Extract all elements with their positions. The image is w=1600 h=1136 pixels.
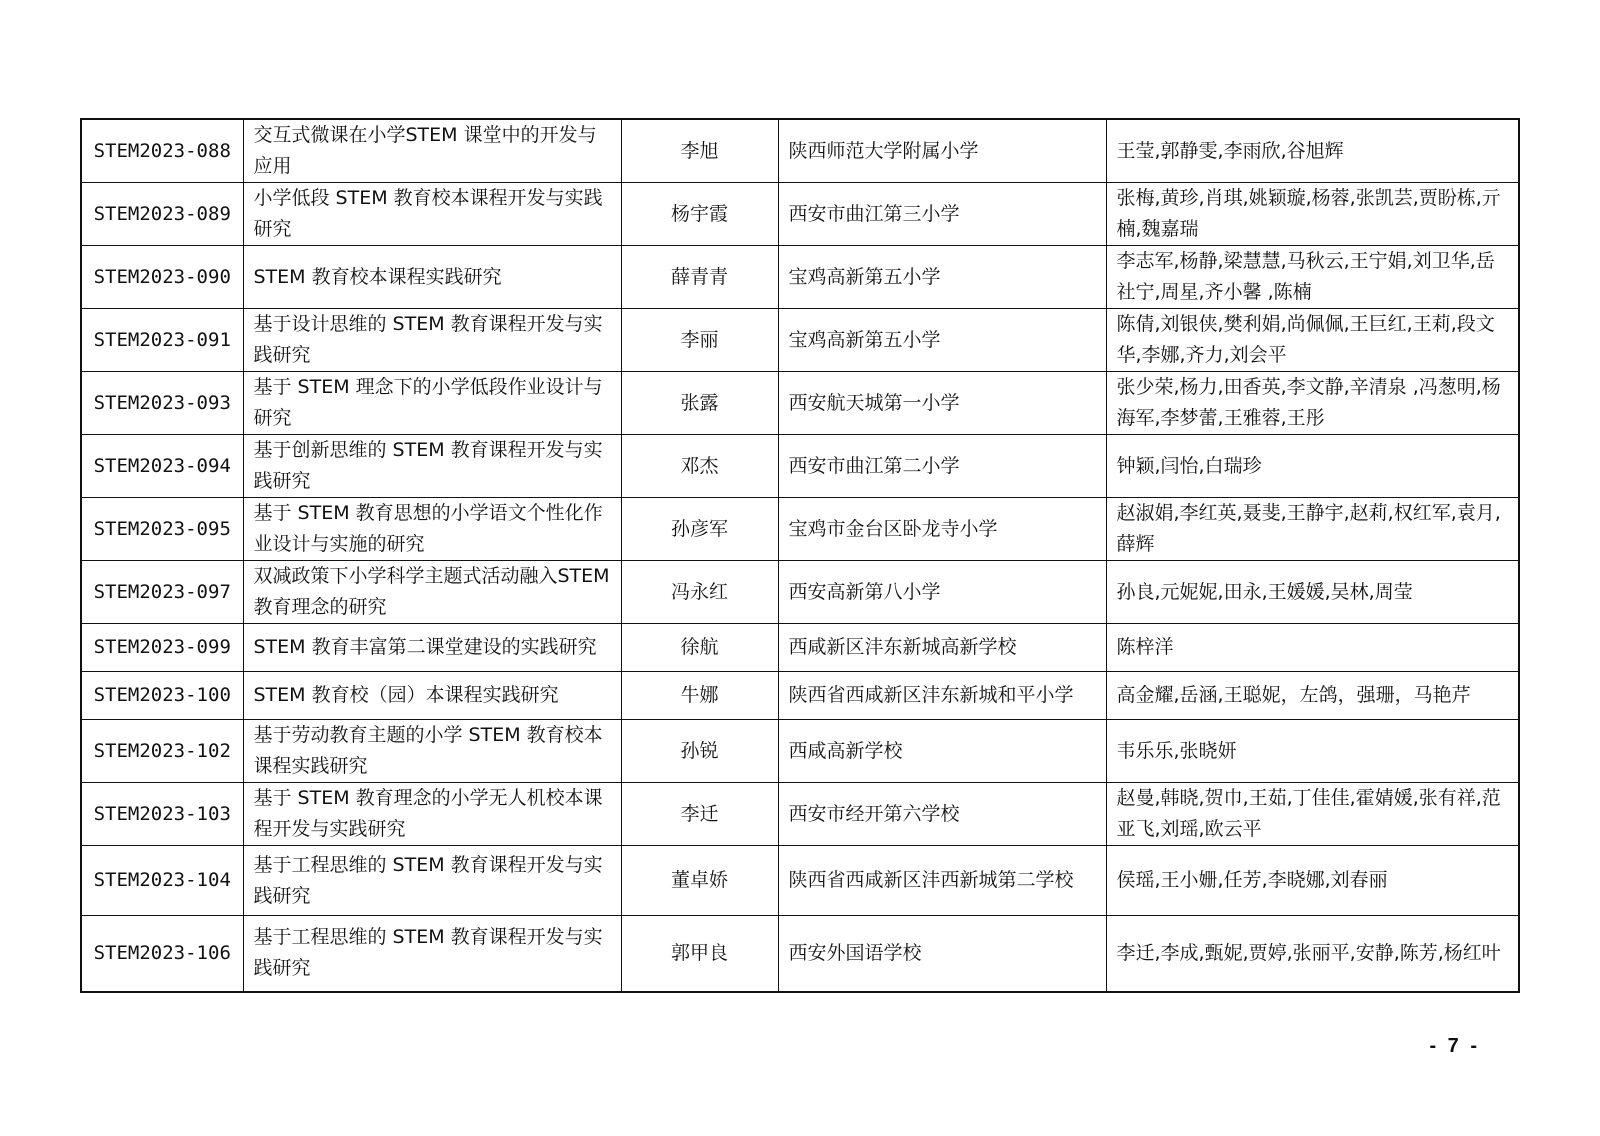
- school-cell: 宝鸡市金台区卧龙寺小学: [778, 498, 1106, 561]
- project-id-cell: STEM2023-089: [81, 183, 243, 246]
- project-title-cell: 基于 STEM 教育理念的小学无人机校本课程开发与实践研究: [243, 783, 621, 846]
- project-leader-cell: 牛娜: [621, 672, 778, 720]
- project-id-cell: STEM2023-090: [81, 246, 243, 309]
- school-cell: 陕西省西咸新区沣西新城第二学校: [778, 846, 1106, 916]
- project-id-cell: STEM2023-094: [81, 435, 243, 498]
- project-id-cell: STEM2023-104: [81, 846, 243, 916]
- school-cell: 宝鸡高新第五小学: [778, 246, 1106, 309]
- project-leader-cell: 邓杰: [621, 435, 778, 498]
- school-cell: 宝鸡高新第五小学: [778, 309, 1106, 372]
- school-cell: 西安市曲江第三小学: [778, 183, 1106, 246]
- project-title-cell: 基于工程思维的 STEM 教育课程开发与实践研究: [243, 916, 621, 992]
- project-title-cell: 基于劳动教育主题的小学 STEM 教育校本课程实践研究: [243, 720, 621, 783]
- project-id-cell: STEM2023-099: [81, 624, 243, 672]
- table-row: [81, 372, 1519, 435]
- members-cell: 钟颖,闫怡,白瑞珍: [1106, 435, 1519, 498]
- project-title-cell: 基于创新思维的 STEM 教育课程开发与实践研究: [243, 435, 621, 498]
- school-cell: 西安航天城第一小学: [778, 372, 1106, 435]
- members-cell: 张少荣,杨力,田香英,李文静,辛清泉 ,冯葱明,杨海军,李梦蕾,王雅蓉,王彤: [1106, 372, 1519, 435]
- project-id-cell: STEM2023-100: [81, 672, 243, 720]
- school-cell: 西咸高新学校: [778, 720, 1106, 783]
- project-leader-cell: 郭甲良: [621, 916, 778, 992]
- table-row: [81, 435, 1519, 498]
- school-cell: 西安外国语学校: [778, 916, 1106, 992]
- project-id-cell: STEM2023-103: [81, 783, 243, 846]
- project-title-cell: STEM 教育校本课程实践研究: [243, 246, 621, 309]
- members-cell: 张梅,黄珍,肖琪,姚颖璇,杨蓉,张凯芸,贾盼栋,亓楠,魏嘉瑞: [1106, 183, 1519, 246]
- table-row: [81, 916, 1519, 992]
- table-row: [81, 561, 1519, 624]
- members-cell: 高金耀,岳涵,王聪妮，左鸽，强珊，马艳芹: [1106, 672, 1519, 720]
- project-title-cell: 基于 STEM 理念下的小学低段作业设计与研究: [243, 372, 621, 435]
- project-id-cell: STEM2023-091: [81, 309, 243, 372]
- project-title-cell: STEM 教育校（园）本课程实践研究: [243, 672, 621, 720]
- project-leader-cell: 张露: [621, 372, 778, 435]
- page-number: - 7 -: [1429, 1035, 1480, 1057]
- project-title-cell: 基于工程思维的 STEM 教育课程开发与实践研究: [243, 846, 621, 916]
- project-leader-cell: 孙彦军: [621, 498, 778, 561]
- school-cell: 陕西省西咸新区沣东新城和平小学: [778, 672, 1106, 720]
- project-leader-cell: 徐航: [621, 624, 778, 672]
- project-leader-cell: 李丽: [621, 309, 778, 372]
- project-title-cell: 基于设计思维的 STEM 教育课程开发与实践研究: [243, 309, 621, 372]
- school-cell: 西安高新第八小学: [778, 561, 1106, 624]
- project-leader-cell: 冯永红: [621, 561, 778, 624]
- project-id-cell: STEM2023-095: [81, 498, 243, 561]
- table-row: [81, 720, 1519, 783]
- project-leader-cell: 杨宇霞: [621, 183, 778, 246]
- project-leader-cell: 薛青青: [621, 246, 778, 309]
- project-title-cell: STEM 教育丰富第二课堂建设的实践研究: [243, 624, 621, 672]
- members-cell: 李志军,杨静,梁慧慧,马秋云,王宁娟,刘卫华,岳社宁,周星,齐小馨 ,陈楠: [1106, 246, 1519, 309]
- project-leader-cell: 李迁: [621, 783, 778, 846]
- table-row: [81, 119, 1519, 183]
- members-cell: 王莹,郭静雯,李雨欣,谷旭辉: [1106, 119, 1519, 183]
- project-leader-cell: 孙锐: [621, 720, 778, 783]
- table-row: [81, 783, 1519, 846]
- table-row: [81, 672, 1519, 720]
- project-id-cell: STEM2023-106: [81, 916, 243, 992]
- members-cell: 韦乐乐,张晓妍: [1106, 720, 1519, 783]
- project-id-cell: STEM2023-097: [81, 561, 243, 624]
- project-table: [80, 118, 1520, 993]
- project-title-cell: 小学低段 STEM 教育校本课程开发与实践研究: [243, 183, 621, 246]
- table-row: [81, 624, 1519, 672]
- members-cell: 赵淑娟,李红英,聂斐,王静宇,赵莉,权红军,袁月,薛辉: [1106, 498, 1519, 561]
- project-title-cell: 基于 STEM 教育思想的小学语文个性化作业设计与实施的研究: [243, 498, 621, 561]
- members-cell: 李迁,李成,甄妮,贾婷,张丽平,安静,陈芳,杨红叶: [1106, 916, 1519, 992]
- project-id-cell: STEM2023-088: [81, 119, 243, 183]
- project-id-cell: STEM2023-102: [81, 720, 243, 783]
- project-title-cell: 交互式微课在小学STEM 课堂中的开发与应用: [243, 119, 621, 183]
- project-leader-cell: 董卓娇: [621, 846, 778, 916]
- school-cell: 西安市曲江第二小学: [778, 435, 1106, 498]
- school-cell: 西安市经开第六学校: [778, 783, 1106, 846]
- project-leader-cell: 李旭: [621, 119, 778, 183]
- project-title-cell: 双减政策下小学科学主题式活动融入STEM 教育理念的研究: [243, 561, 621, 624]
- table-row: [81, 846, 1519, 916]
- table-row: [81, 498, 1519, 561]
- school-cell: 陕西师范大学附属小学: [778, 119, 1106, 183]
- project-table-body: [81, 119, 1519, 992]
- project-id-cell: STEM2023-093: [81, 372, 243, 435]
- members-cell: 赵曼,韩晓,贺巾,王茹,丁佳佳,霍婧媛,张有祥,范亚飞,刘瑶,欧云平: [1106, 783, 1519, 846]
- table-row: [81, 309, 1519, 372]
- members-cell: 陈梓洋: [1106, 624, 1519, 672]
- school-cell: 西咸新区沣东新城高新学校: [778, 624, 1106, 672]
- members-cell: 陈倩,刘银侠,樊利娟,尚佩佩,王巨红,王莉,段文华,李娜,齐力,刘会平: [1106, 309, 1519, 372]
- members-cell: 侯瑶,王小姗,任芳,李晓娜,刘春丽: [1106, 846, 1519, 916]
- members-cell: 孙良,元妮妮,田永,王媛媛,吴林,周莹: [1106, 561, 1519, 624]
- table-row: [81, 246, 1519, 309]
- table-row: [81, 183, 1519, 246]
